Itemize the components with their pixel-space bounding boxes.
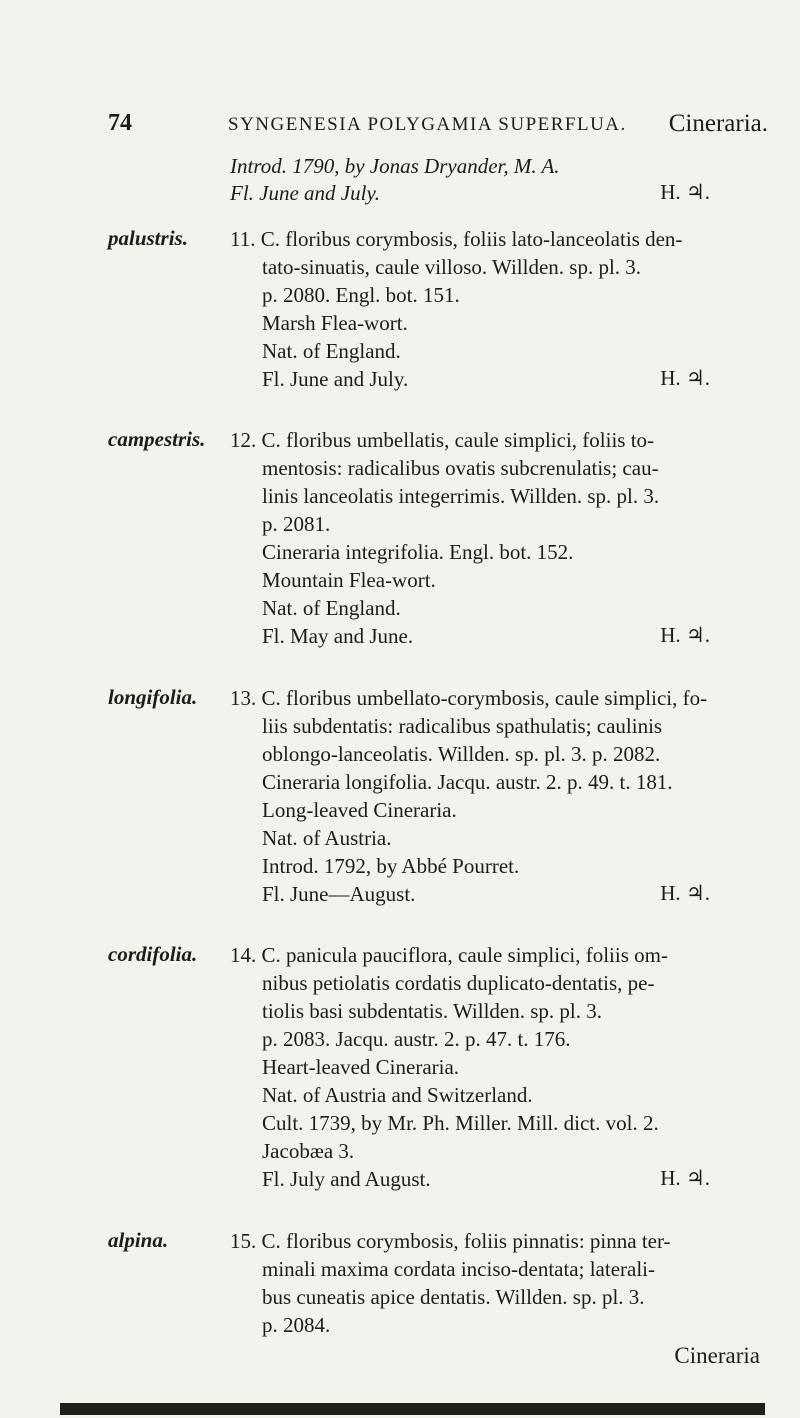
flowering-line: Fl. June and July. xyxy=(262,367,409,391)
entry-line: oblongo-lanceolatis. Willden. sp. pl. 3. p. 2082. xyxy=(262,742,661,766)
page-number: 74 xyxy=(108,110,132,136)
entry-line: minali maxima cordata inciso-dentata; laterali- xyxy=(262,1257,656,1281)
entry-line: 11. C. floribus corymbosis, foliis lato-lanceolatis den- xyxy=(230,227,683,251)
page-edge-bar xyxy=(60,1403,765,1415)
native-line: Nat. of England. xyxy=(262,339,401,363)
entry-line: p. 2080. Engl. bot. 151. xyxy=(262,283,460,307)
entry-line: p. 2081. xyxy=(262,512,331,536)
flowering-line: Fl. July and August. xyxy=(262,1167,431,1191)
entry-line: bus cuneatis apice dentatis. Willden. sp. pl. 3. xyxy=(262,1285,645,1309)
species-name-cordifolia: cordifolia. xyxy=(108,942,198,966)
entry-line: 12. C. floribus umbellatis, caule simplici, foliis to- xyxy=(230,428,655,452)
species-name-campestris: campestris. xyxy=(108,427,206,451)
habit-marker: H. ♃. xyxy=(660,623,710,647)
native-line: Nat. of Austria and Switzerland. xyxy=(262,1083,533,1107)
entry-line: linis lanceolatis integerrimis. Willden. sp. pl. 3. xyxy=(262,484,660,508)
page-header xyxy=(108,110,768,138)
catchword: Cineraria xyxy=(674,1343,760,1368)
habit-marker: H. ♃. xyxy=(660,1166,710,1190)
entry-line: Jacobæa 3. xyxy=(262,1139,355,1163)
common-name: Heart-leaved Cineraria. xyxy=(262,1055,460,1079)
native-line: Nat. of Austria. xyxy=(262,826,392,850)
flowering-line: Fl. May and June. xyxy=(262,624,414,648)
synonym-line: Cineraria longifolia. Jacqu. austr. 2. p. 49. t. 181. xyxy=(262,770,673,794)
habit-marker: H. ♃. xyxy=(660,881,710,905)
entry-line: 13. C. floribus umbellato-corymbosis, caule simplici, fo- xyxy=(230,686,708,710)
flowering-line: Fl. June—August. xyxy=(262,882,416,906)
entry-line: p. 2084. xyxy=(262,1313,331,1337)
species-name-alpina: alpina. xyxy=(108,1228,169,1252)
introduction-line: Introd. 1790, by Jonas Dryander, M. A. xyxy=(230,154,560,178)
entry-line: mentosis: radicalibus ovatis subcrenulatis; cau- xyxy=(262,456,659,480)
habit-marker: H. ♃. xyxy=(660,180,710,204)
genus-heading: Cineraria. xyxy=(668,110,768,137)
entry-line: tato-sinuatis, caule villoso. Willden. sp. pl. 3. xyxy=(262,255,642,279)
common-name: Long-leaved Cineraria. xyxy=(262,798,457,822)
running-title: SYNGENESIA POLYGAMIA SUPERFLUA. xyxy=(228,114,627,135)
entry-line: liis subdentatis: radicalibus spathulatis; caulinis xyxy=(262,714,663,738)
common-name: Mountain Flea-wort. xyxy=(262,568,436,592)
entry-line: nibus petiolatis cordatis duplicato-dentatis, pe- xyxy=(262,971,655,995)
entry-line: tiolis basi subdentatis. Willden. sp. pl. 3. xyxy=(262,999,603,1023)
common-name: Marsh Flea-wort. xyxy=(262,311,408,335)
synonym-line: Cineraria integrifolia. Engl. bot. 152. xyxy=(262,540,574,564)
species-name-palustris: palustris. xyxy=(108,226,188,250)
entry-line: 14. C. panicula pauciflora, caule simplici, foliis om- xyxy=(230,943,668,967)
flowering-line: Fl. June and July. xyxy=(230,181,380,205)
entry-line: 15. C. floribus corymbosis, foliis pinnatis: pinna ter- xyxy=(230,1229,671,1253)
native-line: Nat. of England. xyxy=(262,596,401,620)
cultivation-line: Cult. 1739, by Mr. Ph. Miller. Mill. dict. vol. 2. xyxy=(262,1111,659,1135)
species-name-longifolia: longifolia. xyxy=(108,685,198,709)
entry-line: p. 2083. Jacqu. austr. 2. p. 47. t. 176. xyxy=(262,1027,571,1051)
habit-marker: H. ♃. xyxy=(660,366,710,390)
introduction-line: Introd. 1792, by Abbé Pourret. xyxy=(262,854,520,878)
